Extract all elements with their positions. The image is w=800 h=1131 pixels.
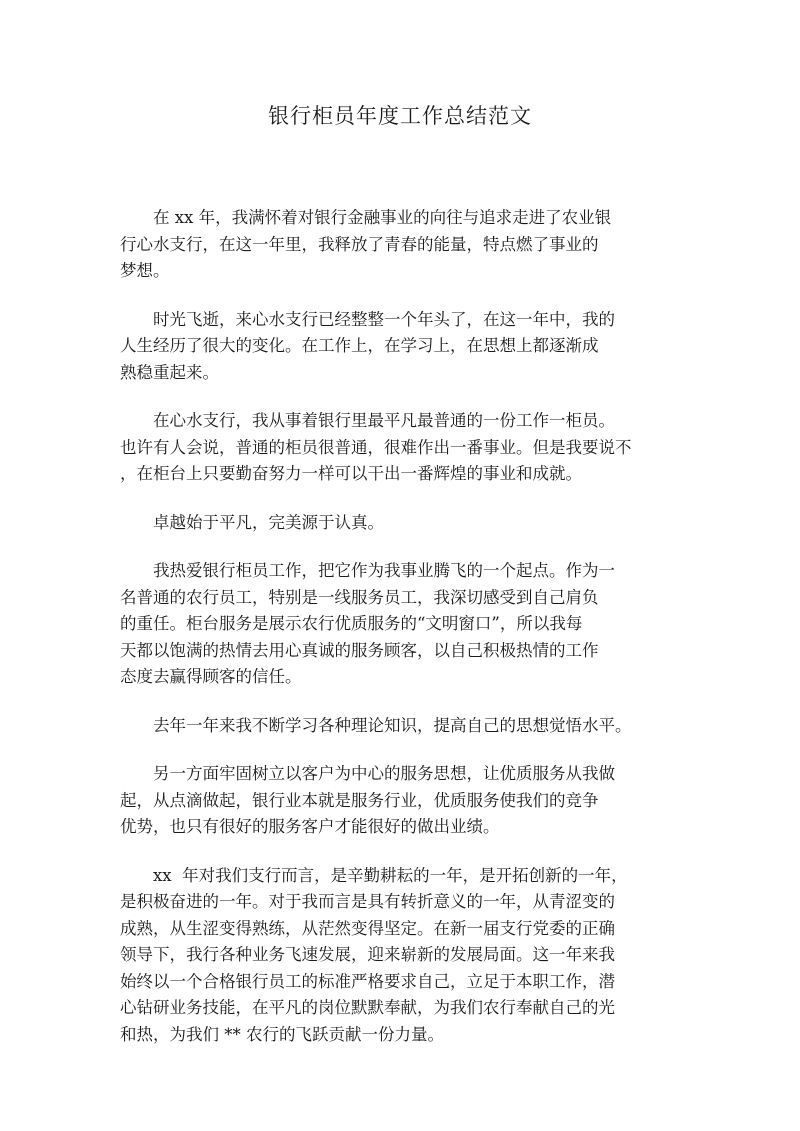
paragraph-line: 的重任。柜台服务是展示农行优质服务的“文明窗口”，所以我每	[120, 614, 583, 633]
document-body	[120, 205, 652, 1070]
paragraph-line: 和热，为我们 ** 农行的飞跃贡献一份力量。	[120, 1024, 444, 1044]
paragraph-line: 名普通的农行员工，特别是一线服务员工，我深切感受到自己肩负	[120, 587, 599, 607]
paragraph-line: 行心水支行，在这一年里，我释放了青春的能量，特点燃了事业的	[120, 234, 599, 254]
paragraph-line: 天都以饱满的热情去用心真诚的服务顾客，以自己积极热情的工作	[120, 640, 599, 660]
paragraph	[120, 863, 652, 1049]
document-title: 银行柜员年度工作总结范文	[268, 104, 532, 128]
paragraph-line: 是积极奋进的一年。对于我而言是具有转折意义的一年，从青涩变的	[120, 892, 615, 911]
paragraph	[120, 761, 652, 841]
paragraph-line: 梦想。	[120, 261, 170, 280]
paragraph-line: 成熟，从生涩变得熟练，从茫然变得坚定。在新一届支行党委的正确	[120, 918, 615, 938]
paragraph-line: 优势，也只有很好的服务客户才能很好的做出业绩。	[120, 817, 500, 836]
paragraph-line: 始终以一个合格银行员工的标准严格要求自己，立足于本职工作，潜	[120, 971, 615, 991]
paragraph-line: 去年一年来我不断学习各种理论知识，提高自己的思想觉悟水平。	[153, 715, 632, 735]
paragraph-line: 也许有人会说，普通的柜员很普通，很难作出一番事业。但是我要说不	[120, 437, 632, 457]
paragraph-line: 人生经历了很大的变化。在工作上，在学习上，在思想上都逐渐成	[120, 336, 599, 355]
paragraph	[120, 713, 652, 740]
paragraph-line: 我热爱银行柜员工作，把它作为我事业腾飞的一个起点。作为一	[153, 561, 615, 580]
paragraph	[120, 558, 652, 691]
paragraph-line: ，在柜台上只要勤奋努力一样可以干出一番辉煌的事业和成就。	[120, 464, 582, 483]
paragraph	[120, 510, 652, 537]
paragraph	[120, 307, 652, 387]
paragraph-line: 时光飞逝，来心水支行已经整整一个年头了，在这一年中，我的	[153, 309, 615, 329]
paragraph-line: 卓越始于平凡，完美源于认真。	[153, 512, 384, 532]
paragraph-line: 领导下，我行各种业务飞速发展，迎来崭新的发展局面。这一年来我	[120, 945, 615, 964]
paragraph-line: 在心水支行，我从事着银行里最平凡最普通的一份工作一柜员。	[153, 411, 615, 430]
paragraph-line: 在 xx 年，我满怀着对银行金融事业的向往与追求走进了农业银	[153, 208, 612, 227]
paragraph-line: xx 年对我们支行而言，是辛勤耕耘的一年，是开拓创新的一年，	[153, 865, 628, 885]
paragraph-line: 熟稳重起来。	[120, 362, 219, 382]
paragraph-line: 起，从点滴做起，银行业本就是服务行业，优质服务使我们的竞争	[120, 790, 599, 810]
paragraph	[120, 408, 652, 488]
paragraph	[120, 205, 652, 285]
paragraph-line: 另一方面牢固树立以客户为中心的服务思想，让优质服务从我做	[153, 764, 615, 783]
paragraph-line: 心钻研业务技能，在平凡的岗位默默奉献，为我们农行奉献自己的光	[120, 998, 615, 1017]
paragraph-line: 态度去赢得顾客的信任。	[120, 667, 302, 686]
